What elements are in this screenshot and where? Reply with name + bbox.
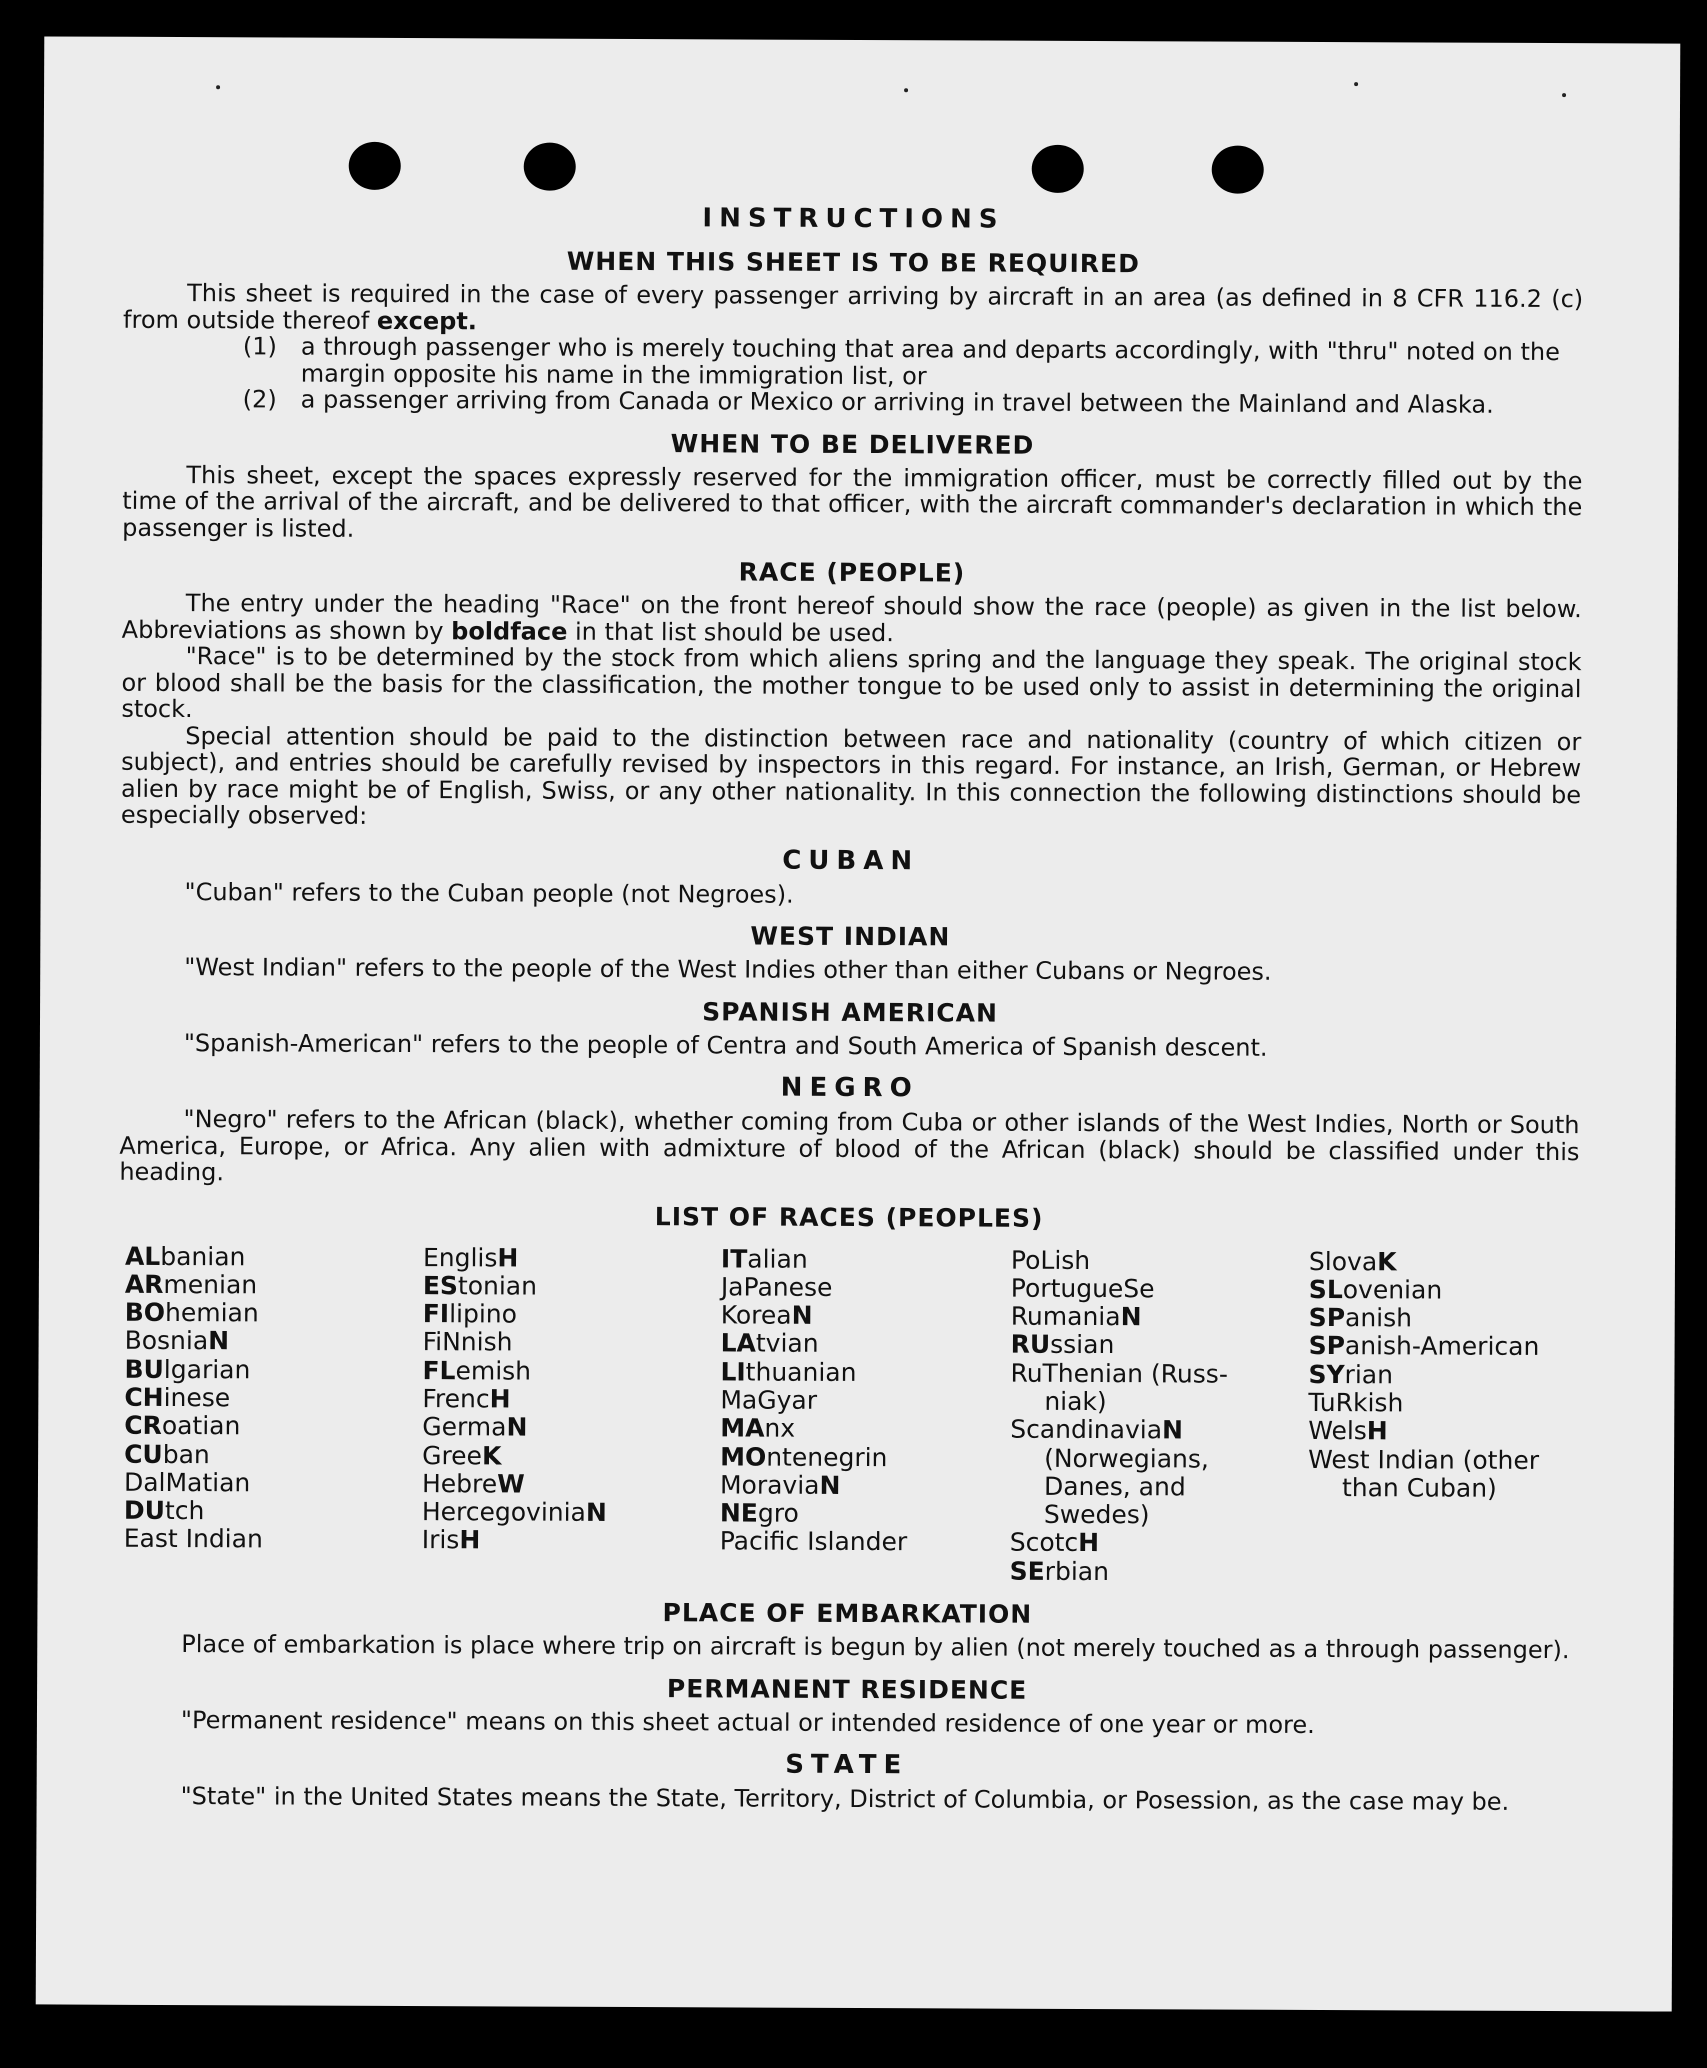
race-entry: BosniaN <box>124 1326 230 1356</box>
document-sheet <box>36 36 1681 2011</box>
heading-negro: NEGRO <box>780 1072 919 1104</box>
races-column <box>720 1245 1011 1586</box>
race-entry: EnglisH <box>422 1242 519 1273</box>
residence-text: "Permanent residence" means on this sheet actual or intended residence of one year or more. <box>180 1705 1315 1739</box>
race-entry: RumaniaN <box>1010 1301 1142 1332</box>
state-text: "State" in the United States means the State, Territory, District of Columbia, or Posession, as the case may be. <box>180 1782 1510 1816</box>
race-entry: MOntenegrin <box>720 1441 888 1472</box>
race-entry: FiNnish <box>422 1327 513 1357</box>
race-entry: LAtvian <box>720 1328 819 1359</box>
heading-list-of-races: LIST OF RACES (PEOPLES) <box>654 1201 1044 1233</box>
heading-residence: PERMANENT RESIDENCE <box>666 1673 1028 1705</box>
race-paragraph-1: The entry under the heading "Race" on the front hereof should show the race (people) as given in the list below. Abbreviations as shown by boldface in that list should be used. <box>121 589 1582 647</box>
race-entry: BOhemian <box>124 1297 259 1328</box>
race-entry: ScandinaviaN <box>1010 1414 1184 1445</box>
delivered-text: This sheet, except the spaces expressly reserved for the immigration officer, must be correctly filled out by the time of the arrival of the aircraft, and be delivered to that officer, with the aircraft commander's declaration in which the passenger is listed. <box>122 460 1583 543</box>
heading-spanish-american: SPANISH AMERICAN <box>702 996 998 1028</box>
race-entry: ALbanian <box>124 1241 246 1271</box>
race-entry: KoreaN <box>720 1300 813 1330</box>
race-entry: GreeK <box>422 1440 502 1471</box>
race-entry: SPanish-American <box>1308 1331 1540 1362</box>
race-entry: CRoatian <box>124 1411 241 1441</box>
required-item: (1) a through passenger who is merely touching that area and departs accordingly, with "thru" noted on the margin opposite his name in the immigration list, or <box>242 332 1560 390</box>
race-entry: FrencH <box>422 1384 511 1414</box>
race-entry: HercegoviniaN <box>421 1497 607 1528</box>
instructions-content <box>117 187 1584 1816</box>
race-entry: TuRkish <box>1308 1387 1404 1418</box>
race-entry: RuThenian (Russ- <box>1010 1358 1228 1389</box>
punch-hole <box>349 142 401 190</box>
races-list <box>124 1242 1579 1588</box>
heading-required: WHEN THIS SHEET IS TO BE REQUIRED <box>566 246 1140 279</box>
race-entry: EStonian <box>422 1270 538 1301</box>
race-entry: DUtch <box>123 1495 205 1526</box>
race-entry: CUban <box>124 1439 210 1469</box>
races-column <box>124 1242 423 1583</box>
punch-hole <box>1032 145 1084 193</box>
race-entry: niak) <box>1044 1386 1107 1417</box>
heading-state: STATE <box>785 1749 909 1781</box>
required-intro: This sheet is required in the case of every passenger arriving by aircraft in an area (as defined in 8 CFR 116.2 (c) from outside thereof except. <box>123 279 1584 335</box>
page-title: INSTRUCTIONS <box>702 203 1005 235</box>
race-entry: SErbian <box>1009 1556 1110 1586</box>
race-entry: Swedes) <box>1043 1499 1150 1530</box>
heading-cuban: CUBAN <box>782 845 920 876</box>
negro-text: "Negro" refers to the African (black), whether coming from Cuba or other islands of the West Indies, North or South America, Europe, or Africa. Any alien with admixture of blood of the African (black) should be classified under this heading. <box>119 1105 1580 1187</box>
race-entry: MAnx <box>720 1413 796 1444</box>
required-item: (2) a passenger arriving from Canada or Mexico or arriving in travel between the Mainland and Alaska. <box>242 385 1494 419</box>
race-entry: JaPanese <box>720 1272 833 1302</box>
race-entry: (Norwegians, <box>1044 1443 1209 1474</box>
punch-hole <box>524 143 576 191</box>
race-entry: ScotcH <box>1009 1528 1100 1558</box>
west-indian-text: "West Indian" refers to the people of the West Indies other than either Cubans or Negroes. <box>184 953 1272 986</box>
race-entry: SLovenian <box>1308 1274 1443 1305</box>
race-entry: RUssian <box>1010 1330 1115 1360</box>
heading-delivered: WHEN TO BE DELIVERED <box>670 428 1035 460</box>
race-entry: IrisH <box>421 1525 481 1555</box>
race-entry: DalMatian <box>123 1467 251 1498</box>
race-entry: West Indian (other <box>1308 1444 1540 1475</box>
race-entry: NEgro <box>719 1498 799 1528</box>
race-entry: ITalian <box>720 1243 808 1274</box>
speck <box>904 88 908 92</box>
race-entry: MaGyar <box>720 1385 818 1415</box>
heading-embarkation: PLACE OF EMBARKATION <box>662 1598 1033 1629</box>
race-entry: SYrian <box>1308 1359 1394 1390</box>
race-entry: MoraviaN <box>719 1470 841 1500</box>
heading-race: RACE (PEOPLE) <box>738 557 966 588</box>
race-entry: PortugueSe <box>1010 1273 1155 1304</box>
races-column <box>1010 1246 1309 1587</box>
races-column <box>422 1244 721 1585</box>
race-entry: than Cuban) <box>1341 1472 1497 1503</box>
races-column <box>1308 1247 1589 1588</box>
race-entry: BUlgarian <box>124 1354 251 1385</box>
race-paragraph-2: "Race" is to be determined by the stock from which aliens spring and the language they speak. The original stock or blood shall be the basis for the classification, the mother tongue to be used only to assist in determining the original stock. <box>121 642 1582 724</box>
race-paragraph-3: Special attention should be paid to the distinction between race and nationality (country of which citizen or subject), and entries should be carefully revised by inspectors in this regard. For instance, an Irish, German, or Hebrew alien by race might be of English, Swiss, or any other nationality. In this connection the following distinctions should be especially observed: <box>120 721 1582 830</box>
race-entry: PoLish <box>1010 1245 1091 1275</box>
race-entry: LIthuanian <box>720 1357 857 1387</box>
speck <box>216 85 220 89</box>
race-entry: ARmenian <box>124 1269 258 1300</box>
race-entry: East Indian <box>123 1524 263 1554</box>
race-entry: GermaN <box>422 1412 528 1442</box>
embarkation-text: Place of embarkation is place where trip on aircraft is begun by alien (not merely touched as a through passenger). <box>181 1630 1570 1665</box>
race-entry: Danes, and <box>1043 1471 1186 1502</box>
spanish-american-text: "Spanish-American" refers to the people of Centra and South America of Spanish descent. <box>183 1028 1268 1062</box>
race-entry: WelsH <box>1308 1416 1388 1446</box>
race-entry: CHinese <box>124 1382 231 1413</box>
race-entry: Pacific Islander <box>719 1526 908 1557</box>
race-entry: FIlipino <box>422 1299 518 1329</box>
race-entry: SPanish <box>1308 1303 1413 1333</box>
cuban-text: "Cuban" refers to the Cuban people (not Negroes). <box>184 877 794 909</box>
speck <box>1354 82 1358 86</box>
race-entry: SlovaK <box>1308 1246 1397 1276</box>
speck <box>1562 93 1566 97</box>
race-entry: FLemish <box>422 1355 532 1386</box>
heading-west-indian: WEST INDIAN <box>750 921 951 952</box>
race-entry: HebreW <box>421 1468 525 1499</box>
punch-hole <box>1212 146 1264 194</box>
